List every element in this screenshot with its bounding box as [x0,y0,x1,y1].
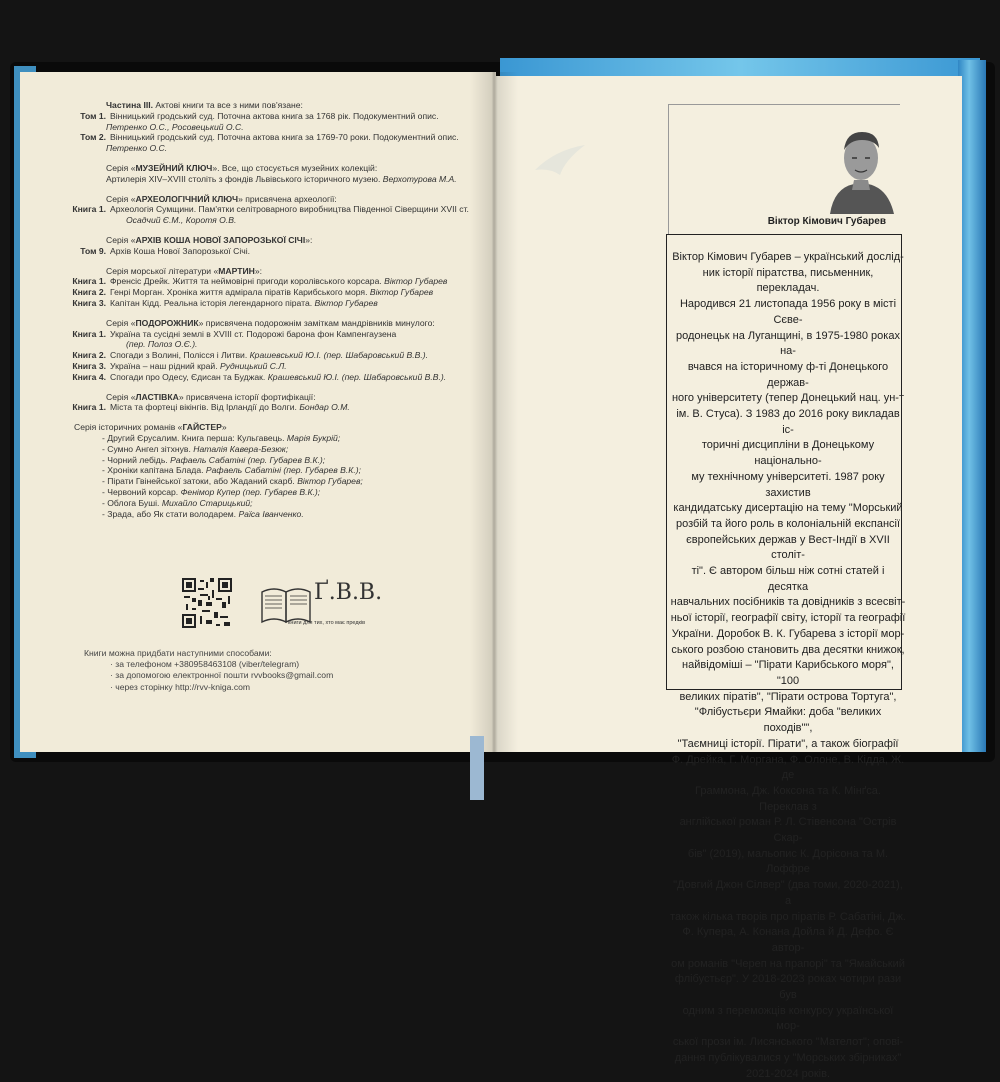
list-item: - Сумно Ангел зітхнув. Наталія Кавера-Безюк; [102,443,289,454]
list-item: Книга 3. Україна – наш рідний край. Рудницький С.Л. [72,360,287,371]
part3-label: Частина ІІІ. [106,100,153,110]
author-header-rule [668,104,900,105]
publisher-tagline: книги для тих, хто має предків [288,620,366,626]
list-item: · за допомогою електронної пошти rvvbooks@gmail.com [110,670,334,681]
martin-block: Серія морської літератури «МАРТИН»: Книга 1. Френсіс Дрейк. Життя та неймовірні пригоди королівського корсара. Віктор Губарев Книга 2. Генрі Морган. Хроніка життя адмірала піратів Карибського моря. Віктор Губарев Книга 3. Капітан Кідд. Реальна історія легендарного пірата. Віктор Губарев [68,266,488,309]
list-item: Книга 3. Капітан Кідд. Реальна історія легендарного пірата. Віктор Губарев [72,297,378,308]
purchase-info [84,648,464,693]
publisher-logo-text: Ґ.В.В. [314,580,383,605]
list-item: Книга 4. Спогади про Одесу, Єдисан та Буджак. Крашевський Ю.І. (пер. Шабаровський В.В.). [72,371,447,382]
faint-bird-watermark-icon [530,140,590,180]
list-item: Книга 2. Генрі Морган. Хроніка життя адмірала піратів Карибського моря. Віктор Губарев [72,287,434,298]
author-header-divider [668,104,669,234]
list-item: · через сторінку http://rvv-kniga.com [110,681,251,692]
author-bio: Віктор Кімович Губарев – український дослід- ник історії піратства, письменник, перекладач. Народився 21 листопада 1956 року в місті Сєве- родонецьк на Луганщині, в 1975-1980 роках на- вчався на історичному ф-ті Донецького держав- ного університету (тепер Донецький нац. ун-т ім. В. Стуса). З 1983 до 2016 року викладав іс- торичні дисципліни в Донецькому національно- му технічному університеті. 1987 року захистив кандидатську дисертацію на тему "Морський розбій та його роль в колоніальній експансії європейських держав у Вест-Індії в XVII століт- ті". Є автором більш ніж сотні статей і десятка навчальних посібників та довідників з всесвіт- ньої історії, географії світу, історії та географії України. Доробок В. К. Губарева з історії мор- ського розбою становить два десятки книжок, найвідоміші – "Пірати Карибського моря", "100 великих піратів", "Пірати острова Тортуга", "Флібустьєри Ямайки: доба "великих походів"", "Таємниці історії. Пірати", а також біографії Ф. Дрейка, Г. Моргана, Ф. Олоне, В. Кідда, Ж. де Граммона, Дж. Коксона та К. Мінґса. Переклав з англійської роман Р. Л. Стівенсона "Острів Скар- бів" (2019), мальопис К. Дорісона та М. Лоффре "Довгий Джон Сілвер" (два томи, 2020-2021), а також кілька творів про піратів Р. Сабатіні, Дж. Ф. Купера, А. Конана Дойла й Д. Дефо. Є автор- ом романів "Череп на прапорі" та "Ямайський флібустьєр". У 2018-2023 роках чотири рази був одним з переможців конкурсу української мор- ської прози ім. Лисянського "Мателот"; опові- дання публікувалися у "Морських збірниках" 2021-2024 років. [670,251,906,1080]
purchase-title: Книги можна придбати наступними способами: [84,648,272,658]
part3-item: Том 2. Вінницький гродський суд. Поточна актова книга за 1769-70 роки. Подокументний опис. [80,132,459,143]
arch-key-block: Серія «АРХЕОЛОГІЧНИЙ КЛЮЧ» присвячена археології: Книга 1. Археологія Сумщини. Пам'ятки селітроварного виробництва Південної Сіверщини XVII ст. Осадчий Є.М., Коротя О.В. [72,193,469,226]
list-item: - Хроніки капітана Блада. Рафаель Сабатіні (пер. Губарев В.К.); [102,465,361,476]
part3-item: Том 1. Вінницький гродський суд. Поточна актова книга за 1768 рік. Подокументний опис. [80,110,439,121]
museum-key-block: Серія «МУЗЕЙНИЙ КЛЮЧ». Все, що стосується музейних колекцій: Артилерія XIV–XVIII століть з фондів Львівського історичного музею. Верхотурова М.А. [106,162,457,184]
list-item: Книга 2. Спогади з Волині, Полісся і Литви. Крашевський Ю.І. (пер. Шабаровський В.В.). [72,350,428,361]
list-item: Книга 1. Україна та сусідні землі в XVIII ст. Подорожі барона фон Кампенгаузена [72,328,397,339]
swallow-block: Серія «ЛАСТІВКА» присвячена історії фортифікації: Книга 1. Міста та фортеці вікінгів. Від Ірландії до Волги. Бондар О.М. [72,391,350,413]
list-item: - Червоний корсар. Фенімор Купер (пер. Губарев В.К.); [102,486,321,497]
bookmark-ribbon [470,736,484,800]
archive-block: Серія «АРХІВ КОША НОВОЇ ЗАПОРОЗЬКОЇ СІЧІ»: Том 9. Архів Коша Нової Запорозької Січі. [80,234,313,256]
publisher-logos [182,578,382,634]
list-item: · за телефоном +380958463108 (viber/telegram) [110,659,300,670]
part3-block: Частина ІІІ. Актові книги та все з ними пов'язане: Том 1. Вінницький гродський суд. Поточна актова книга за 1768 рік. Подокументний опис. Петренко О.С., Росовецький О.С. Том 2. Вінницький гродський суд. Поточна актова книга за 1769-70 роки. Подокументний опис. Петренко О.С. [68,100,488,154]
part3-text: Актові книги та все з ними пов'язане: [153,100,303,110]
list-item: - Другий Єрусалим. Книга перша: Кульгавець. Марія Букрій; [102,432,341,443]
qr-code-icon [182,578,232,628]
list-item: Книга 1. Френсіс Дрейк. Життя та неймовірні пригоди королівського корсара. Віктор Губарев [72,276,448,287]
list-item: - Чорний лебідь. Рафаель Сабатіні (пер. Губарев В.К.); [102,454,326,465]
author-photo [824,118,898,214]
list-item: - Зрада, або Як стати володарем. Раїса Іванченко. [102,508,304,519]
guister-block: Серія історичних романів «ГАЙСТЕР» - Другий Єрусалим. Книга перша: Кульгавець. Марія Букрій; - Сумно Ангел зітхнув. Наталія Кавера-Безюк; - Чорний лебідь. Рафаель Сабатіні (пер. Губарев В.К.); - Хроніки капітана Блада. Рафаель Сабатіні (пер. Губарев В.К.); - Пірати Гвінейської затоки, або Жаданий скарб. Віктор Губарев; - Червоний корсар. Фенімор Купер (пер. Губарев В.К.); - Облога Буші. Михайло Старицький; - Зрада, або Як стати володарем. Раїса Іванченко. [68,422,488,519]
book-cover-right-edge [958,60,986,752]
author-name: Віктор Кімович Губарев [767,216,886,227]
book-cover-top-edge [500,58,980,78]
left-page-text [68,100,488,528]
list-item: - Облога Буші. Михайло Старицький; [102,497,253,508]
list-item: - Пірати Гвінейської затоки, або Жаданий скарб. Віктор Губарев; [102,476,363,487]
traveler-block: Серія «ПОДОРОЖНИК» присвячена подорожнім заміткам мандрівників минулого: Книга 1. Україна та сусідні землі в XVIII ст. Подорожі барона фон Кампенгаузена (пер. Полоз О.Є.). Книга 2. Спогади з Волині, Полісся і Литви. Крашевський Ю.І. (пер. Шабаровський В.В.). Книга 3. Україна – наш рідний край. Рудницький С.Л. Книга 4. Спогади про Одесу, Єдисан та Буджак. Крашевський Ю.І. (пер. Шабаровський В.В.). [68,318,488,383]
